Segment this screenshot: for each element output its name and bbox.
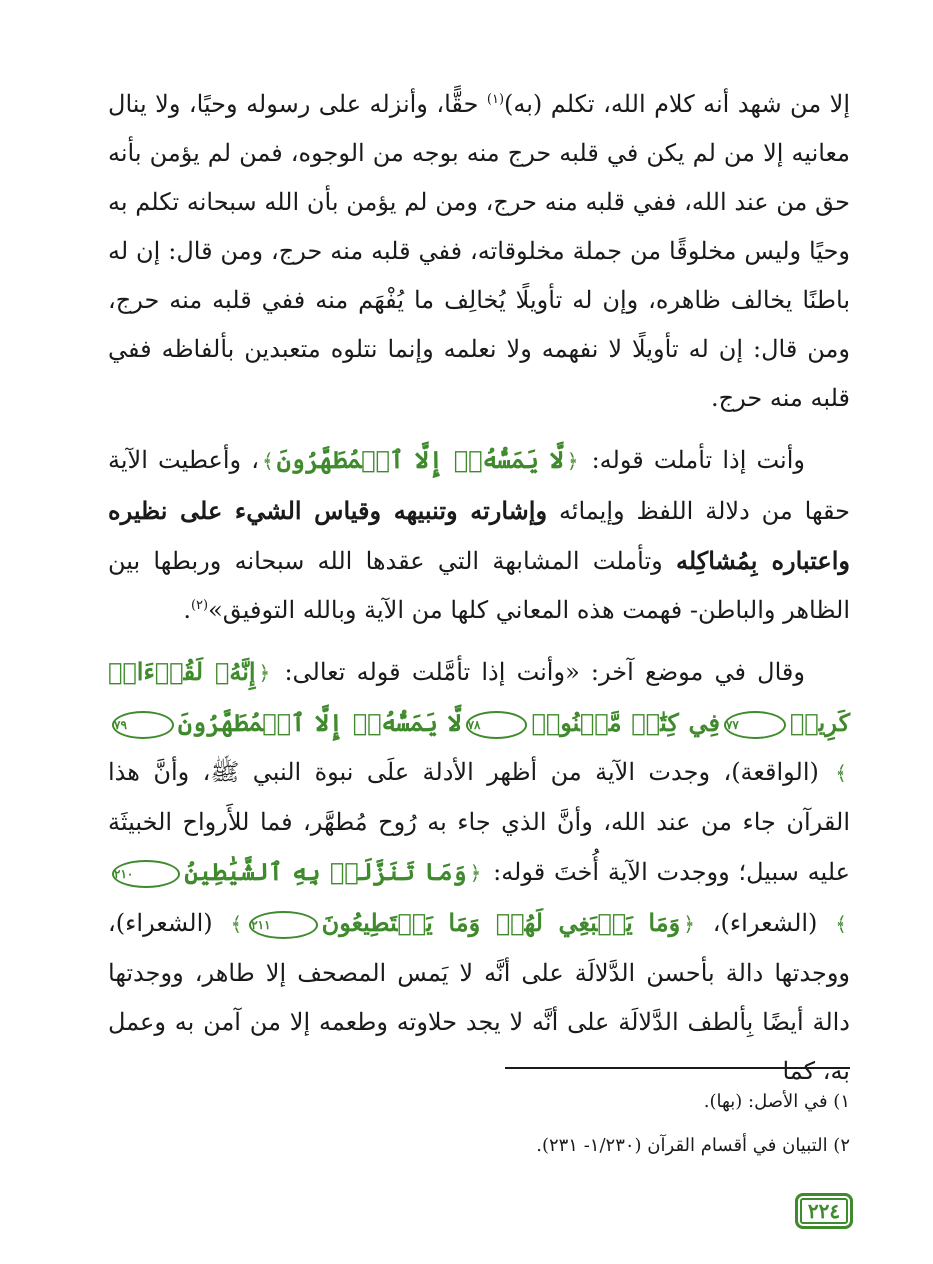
verse-bracket-close: ﴾ <box>835 912 847 936</box>
text-segment: وتأملت المشابهة التي عقدها الله سبحانه وربطها بين الظاهر والباطن- فهمت هذه المعاني كلها من الآية وبالله التوفيق» <box>108 547 850 624</box>
quran-verse: وَمَا يَنۢبَغِي لَهُمۡ وَمَا يَسۡتَطِيعُونَ <box>321 908 681 937</box>
ayah-number-badge: ٧٩ <box>112 711 174 739</box>
verse-bracket-close: ﴾ <box>261 449 274 473</box>
verse-bracket-close: ﴾ <box>230 912 243 936</box>
text-segment: وقال في موضع آخر: «وأنت إذا تأمَّلت قوله تعالى: <box>273 658 805 686</box>
footnote-1: ١) في الأصل: (بها). <box>703 1091 850 1112</box>
footnote-ref-1[interactable]: (١) <box>486 92 505 107</box>
verse-bracket-open: ﴿ <box>683 912 695 936</box>
text-segment: (الواقعة)، وجدت الآية من أظهر الأدلة علَى نبوة النبي ﷺ، وأنَّ هذا القرآن جاء من عند الله، وأنَّ الذي جاء به رُوح مُطهَّر، فما للأَرواح الخبيثَة عليه سبيل؛ ووجدت الآية أُختَ قوله: <box>108 758 851 886</box>
quran-verse: لَّا يَمَسُّهُۥٓ إِلَّا ٱلۡمُطَهَّرُونَ <box>276 445 564 474</box>
quran-verse: إِنَّهُۥ لَقُرۡءَانٞ كَرِيمٞ <box>108 657 851 737</box>
quran-verse: فِي كِتَٰبٖ مَّكۡنُونٖ <box>531 708 720 737</box>
text-segment: إلا من شهد أنه كلام الله، تكلم (به) <box>504 90 850 118</box>
verse-bracket-open: ﴿ <box>469 861 482 885</box>
quran-verse: وَمَا تَنَزَّلَتۡ بِهِ ٱلشَّيَٰطِينُ <box>184 857 467 886</box>
paragraph-3 <box>108 647 850 1096</box>
text-segment: . <box>183 596 191 624</box>
footnote-divider <box>505 1067 850 1069</box>
footnote-ref-2[interactable]: (٢) <box>190 598 209 613</box>
ayah-number-badge: ٧٧ <box>724 711 786 739</box>
verse-bracket-close: ﴾ <box>835 761 847 785</box>
paragraph-2 <box>108 435 850 635</box>
bold-phrase: وإشارته وتنبيهه وقياس الشيء على نظيره واعتباره بِمُشاكِله <box>108 496 850 575</box>
text-segment: وأنت إذا تأملت قوله: <box>581 446 805 474</box>
main-text <box>108 80 850 1096</box>
page-number: ٢٢٤ <box>795 1193 853 1229</box>
text-segment: (الشعراء)، <box>697 909 833 937</box>
ayah-number-badge: ٧٨ <box>466 711 528 739</box>
footnotes <box>108 1088 850 1176</box>
text-segment: حقًّا، وأنزله على رسوله وحيًا، ولا ينال معانيه إلا من لم يكن في قلبه حرج منه بوجه من الوجوه، فمن لم يؤمن بأنه حق من عند الله، ففي قلبه منه حرج، ومن لم يؤمن بأن الله سبحانه تكلم به وحيًا وليس مخلوقًا من جملة مخلوقاته، ففي قلبه منه حرج، ومن قال: إن له باطنًا يخالف ظاهره، وإن له تأويلًا يُخالِف ما يُفْهَم منه ففي قلبه منه حرج، ومن قال: إن له تأويلًا لا نفهمه ولا نعلمه وإنما نتلوه متعبدين بألفاظه ففي قلبه منه حرج. <box>108 90 850 412</box>
text-segment: ، وأعطيت الآية حقها من دلالة اللفظ وإيمائه <box>108 446 850 525</box>
verse-bracket-open: ﴿ <box>566 449 579 473</box>
paragraph-1 <box>108 80 850 423</box>
quran-verse: لَّا يَمَسُّهُۥٓ إِلَّا ٱلۡمُطَهَّرُونَ <box>177 708 462 737</box>
footnote-2: ٢) التبيان في أقسام القرآن (١/٢٣٠- ٢٣١). <box>536 1135 850 1156</box>
verse-bracket-open: ﴿ <box>258 661 271 685</box>
ayah-number-badge: ٢١٠ <box>112 860 180 888</box>
text-segment: (الشعراء)، ووجدتها دالة بأحسن الدَّلالَة على أنَّه لا يَمس المصحف إلا طاهر، ووجدتها دالة أيضًا بِألطف الدَّلالَة على أنَّه لا يجد حلاوته وطعمه إلا من آمن به وعمل به، كما <box>108 909 851 1085</box>
ayah-number-badge: ٢١١ <box>249 911 317 939</box>
